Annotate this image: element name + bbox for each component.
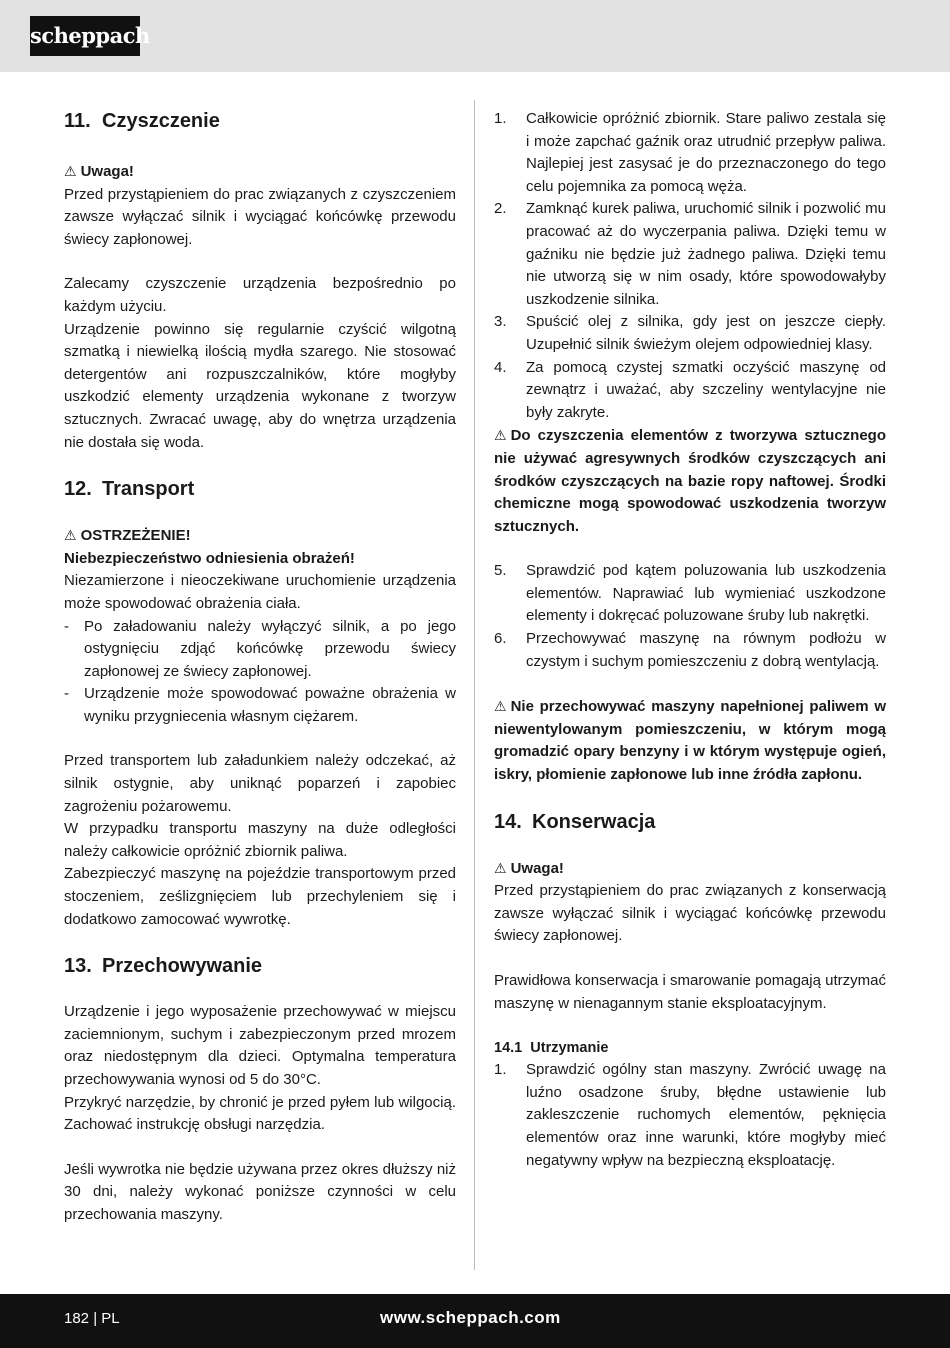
paragraph: Urządzenie powinno się regularnie czyścić wilgotną szmatką i niewielką ilością mydła szarego. Nie stosować detergentów ani rozpuszczalników, które mogłyby uszkodzić elementy urządzenia wykonane z tworzyw sztucznych. Zwracać uwagę, aby do wnętrza urządzenia nie dostała się woda. <box>64 320 456 451</box>
list-item-number: 3. <box>494 313 507 331</box>
storage-steps-list-continued <box>494 560 886 673</box>
list-item <box>494 357 886 425</box>
list-item-text: Zamknąć kurek paliwa, uruchomić silnik i pozwolić mu pracować aż do wyczerpania paliwa. Dzięki temu w gaźniku nie będzie już żadnego paliwa. Dzięki temu nie utworzą się w nim osady, które spowodowałyby uszkodzenie silnika. <box>526 200 886 308</box>
bold-warning: ⚠ Nie przechowywać maszyny napełnionej paliwem w niewentylowanym pomieszczeniu, w którym mogą gromadzić opary benzyny i w którym występuje ogień, iskry, płomienie zapłonowe lub inne źródła zapłonu. <box>494 695 886 786</box>
warning-icon: ⚠ <box>64 163 77 179</box>
paragraph: Przykryć narzędzie, by chronić je przed pyłem lub wilgocią. Zachować instrukcję obsługi narzędzia. <box>64 1093 456 1134</box>
paragraph: Przed przystąpieniem do prac związanych z czyszczeniem zawsze wyłączać silnik i wyciągać końcówkę przewodu świecy zapłonowej. <box>64 185 456 248</box>
list-item <box>494 311 886 356</box>
website-link[interactable]: www.scheppach.com <box>380 1308 561 1327</box>
section-11-heading: 11. Czyszczenie <box>64 110 220 132</box>
caution-label: ⚠ Uwaga! <box>64 160 456 184</box>
bold-warning: ⚠ Do czyszczenia elementów z tworzywa sztucznego nie używać agresywnych środków czyszczących ani środków czyszczących na bazie ropy naftowej. Środki chemiczne mogą spowodować uszkodzenia tworzyw sztucznych. <box>494 424 886 538</box>
list-item-text: Całkowicie opróżnić zbiornik. Stare paliwo zestala się i może zapchać gaźnik oraz utrudnić przepływ paliwa. Najlepiej jest zasysać je do przeznaczonego do tego celu pojemnika za pomocą węża. <box>526 110 886 195</box>
caution-label: ⚠ Uwaga! <box>494 857 886 881</box>
section-14-heading: 14. Konserwacja <box>494 810 656 833</box>
paragraph: Zalecamy czyszczenie urządzenia bezpośrednio po każdym użyciu. <box>64 275 456 315</box>
list-item-number: 4. <box>494 358 507 376</box>
list-item: - Urządzenie może spowodować poważne obrażenia w wyniku przygniecenia własnym ciężarem. <box>64 685 456 725</box>
paragraph: Jeśli wywrotka nie będzie używana przez okres dłuższy niż 30 dni, należy wykonać poniższe czynności w celu przechowania maszyny. <box>64 1160 456 1223</box>
warning-icon: ⚠ <box>494 427 507 444</box>
list-item <box>494 1059 886 1172</box>
list-item-text: Spuścić olej z silnika, gdy jest on jeszcze ciepły. Uzupełnić silnik świeżym olejem odpowiedniej klasy. <box>526 313 886 353</box>
list-item-text: Sprawdzić pod kątem poluzowania lub uszkodzenia elementów. Naprawiać lub wymieniać uszkodzone elementy i dokręcać poluzowane śruby lub nakrętki. <box>526 562 886 625</box>
list-item-number: 2. <box>494 200 507 218</box>
list-item-number: 5. <box>494 562 507 580</box>
section-13-heading: 13. Przechowywanie <box>64 955 263 978</box>
section-12-heading: 12. Transport <box>64 478 195 501</box>
paragraph: Prawidłowa konserwacja i smarowanie pomagają utrzymać maszynę w nienagannym stanie eksploatacyjnym. <box>494 972 886 1012</box>
warning-icon: ⚠ <box>494 698 507 715</box>
storage-steps-list <box>494 108 886 424</box>
scheppach-logo: scheppach <box>30 16 140 56</box>
list-item-number: 1. <box>494 1061 507 1079</box>
maintenance-steps-list <box>494 1059 886 1172</box>
paragraph: Zabezpieczyć maszynę na pojeździe transportowym przed stoczeniem, ześlizgnięciem lub przechyleniem się i dodatkowo zamocować wywrotkę. <box>64 865 456 928</box>
paragraph: Przed transportem lub załadunkiem należy odczekać, aż silnik ostygnie, aby uniknąć poparzeń i zapobiec zagrożeniu pożarowemu. <box>64 752 456 815</box>
warning-label: ⚠ OSTRZEŻENIE! <box>64 524 456 548</box>
subsection-14-1-heading: 14.1 Utrzymanie <box>494 1040 609 1057</box>
list-item <box>494 108 886 198</box>
danger-label: Niebezpieczeństwo odniesienia obrażeń! <box>64 549 355 567</box>
list-item-text: Sprawdzić ogólny stan maszyny. Zwrócić uwagę na luźno osadzone śruby, błędne ustawienie lub zakleszczenie ruchomych elementów, pęknięcia elementów oraz inne warunki, które mogłyby mieć negatywny wpływ na bezpieczną eksploatację. <box>526 1061 886 1169</box>
list-item-number: 6. <box>494 630 507 648</box>
warning-icon: ⚠ <box>494 859 507 876</box>
page-header <box>0 0 950 72</box>
list-item-text: Za pomocą czystej szmatki oczyścić maszynę od zewnątrz i uważać, aby szczeliny wentylacyjne nie były zakryte. <box>526 358 886 421</box>
paragraph: Urządzenie i jego wyposażenie przechowywać w miejscu zaciemnionym, suchym i zabezpieczonym przed mrozem oraz niedostępnym dla dzieci. Optymalna temperatura przechowywania wynosi od 5 do 30°C. <box>64 1003 456 1088</box>
list-item <box>494 198 886 311</box>
paragraph: Niezamierzone i nieoczekiwane uruchomienie urządzenia może spowodować obrażenia ciała. <box>64 572 456 612</box>
paragraph: Przed przystąpieniem do prac związanych z konserwacją zawsze wyłączać silnik i wyciągać końcówkę przewodu świecy zapłonowej. <box>494 882 886 945</box>
warning-icon: ⚠ <box>64 527 77 544</box>
list-item-number: 1. <box>494 110 507 127</box>
left-column <box>64 108 456 1227</box>
list-item: - Po załadowaniu należy wyłączyć silnik, a po jego ostygnięciu zdjąć końcówkę przewodu świecy zapłonowej ze świecy zapłonowej. <box>64 617 456 680</box>
page-footer <box>0 1294 950 1348</box>
paragraph: W przypadku transportu maszyny na duże odległości należy całkowicie opróżnić zbiornik paliwa. <box>64 820 456 860</box>
list-item-text: Przechowywać maszynę na równym podłożu w czystym i suchym pomieszczeniu z dobrą wentylacją. <box>526 630 886 670</box>
list-item <box>494 560 886 628</box>
list-item <box>494 628 886 673</box>
page-number: 182 | PL <box>64 1310 120 1327</box>
column-divider <box>474 100 475 1270</box>
right-column <box>494 108 886 1172</box>
